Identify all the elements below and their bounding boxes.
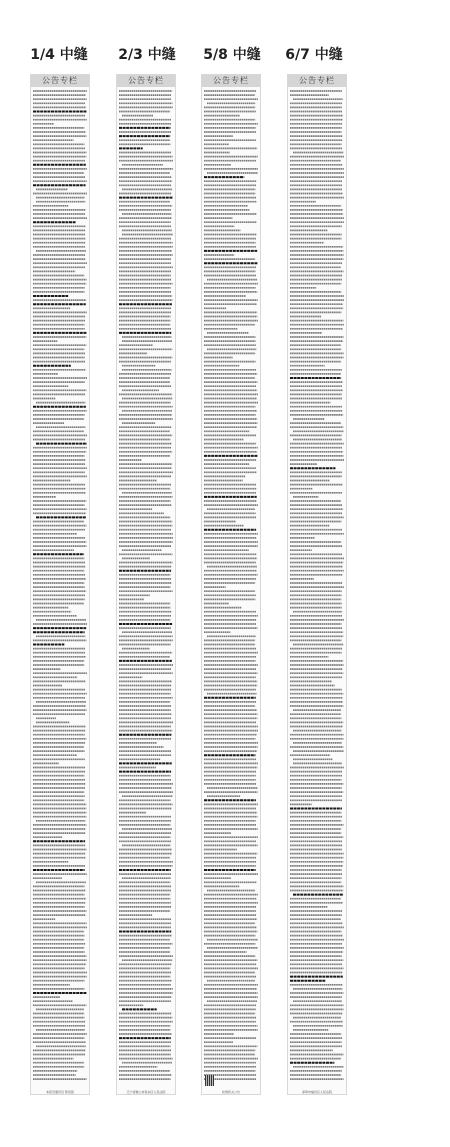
column-header: 公告专栏 [31, 75, 89, 87]
column-title-1: 1/4 中缝 [30, 47, 88, 63]
column-title-2: 2/3 中缝 [118, 47, 176, 63]
text-lines [202, 87, 260, 1095]
notice-column-1 [30, 74, 90, 1095]
notice-column-2 [116, 74, 176, 1095]
notice-column-4 [287, 74, 347, 1095]
column-footer: 深圳市福田区人民法院 [301, 1090, 332, 1094]
column-footer: 检察机关公告 [221, 1090, 240, 1094]
column-footer: 辽宁省鞍山市铁东区人民法院 [126, 1090, 166, 1094]
column-footer: 本报讯通讯员 陈培铭 [46, 1090, 74, 1094]
column-title-4: 6/7 中缝 [285, 47, 343, 63]
notice-text-block [288, 87, 346, 1095]
column-title-3: 5/8 中缝 [203, 47, 261, 63]
text-lines [288, 87, 346, 1095]
column-header: 公告专栏 [288, 75, 346, 87]
text-lines [31, 87, 89, 1095]
notice-column-3 [201, 74, 261, 1095]
notice-text-block [202, 87, 260, 1095]
column-header: 公告专栏 [117, 75, 175, 87]
qr-code-image [205, 1075, 214, 1086]
notice-text-block [31, 87, 89, 1095]
notice-text-block [117, 87, 175, 1095]
text-lines [117, 87, 175, 1095]
column-header: 公告专栏 [202, 75, 260, 87]
